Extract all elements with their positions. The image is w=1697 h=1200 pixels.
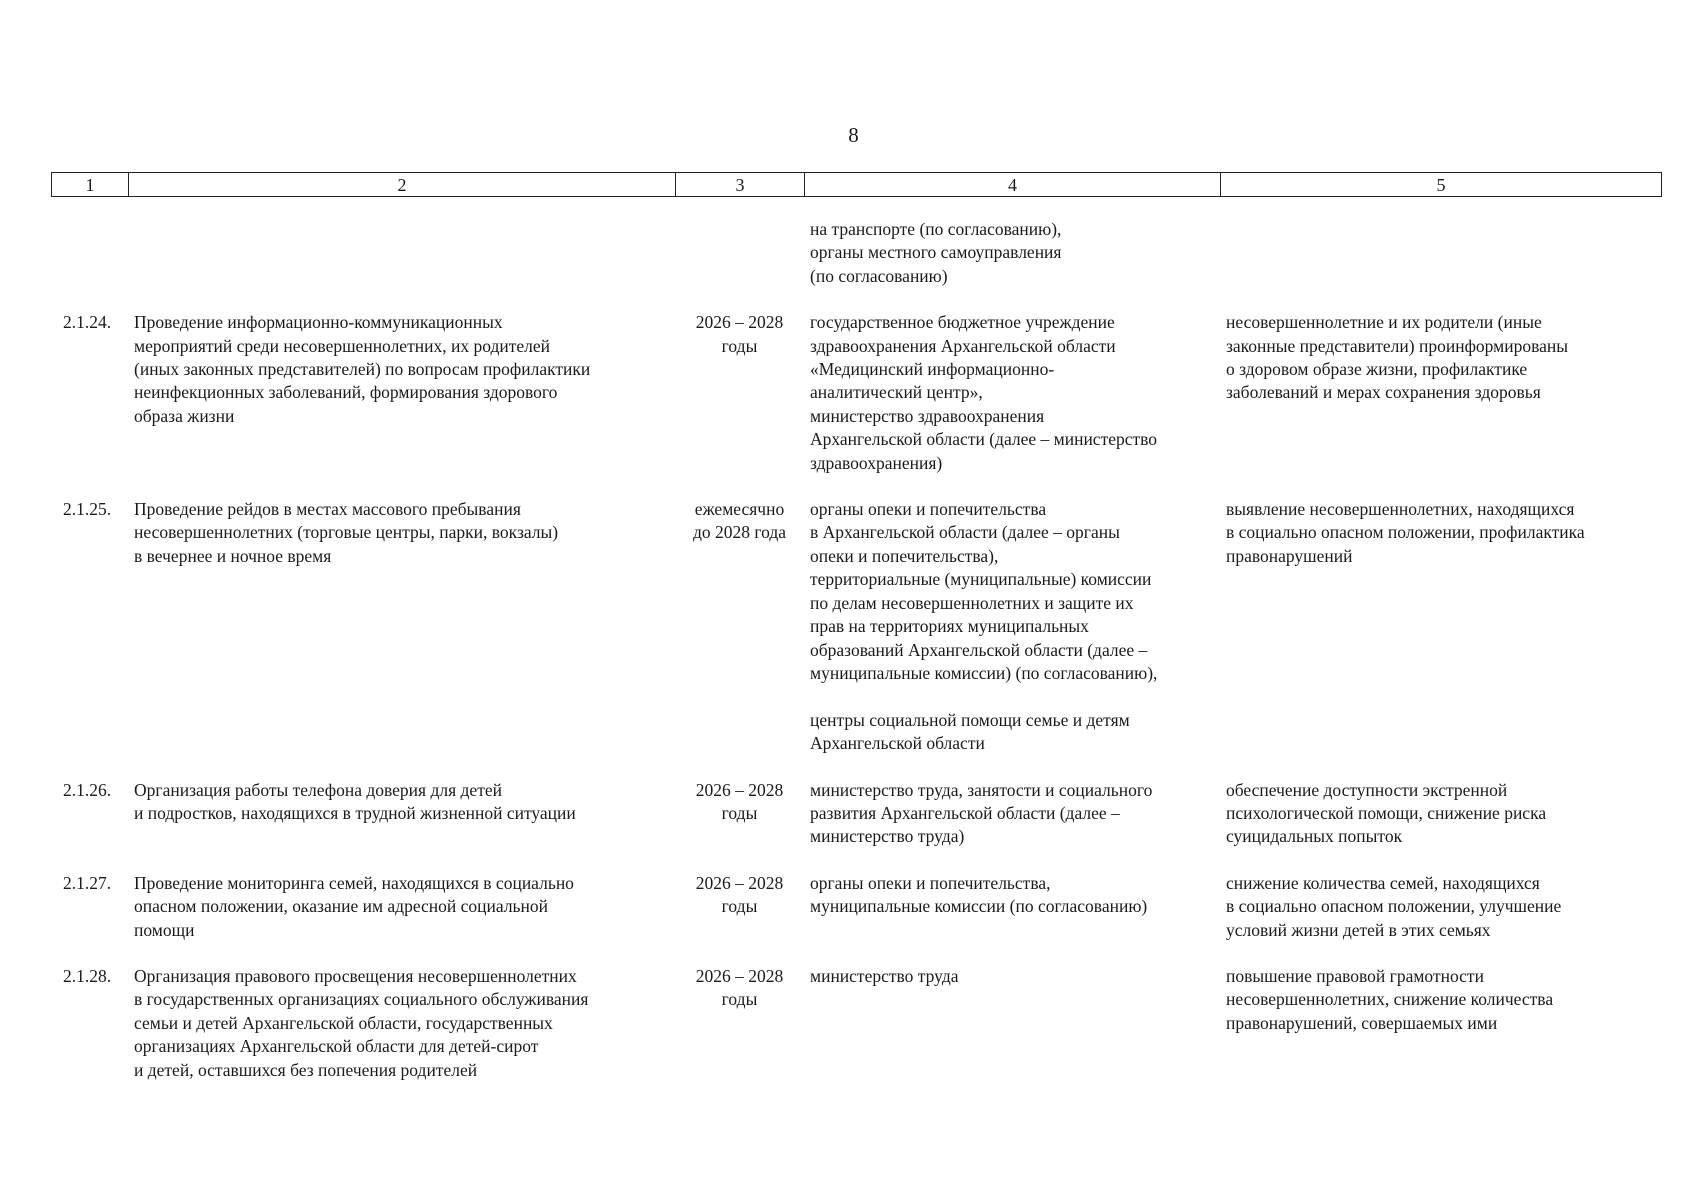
table-row [51, 965, 1661, 1082]
column-number-1: 1 [52, 173, 129, 197]
executor-line [810, 685, 1216, 708]
row-number: 2.1.24. [63, 312, 112, 333]
measure-line: несовершеннолетних (торговые центры, парки, вокзалы) [134, 522, 559, 543]
result-line: психологической помощи, снижение риска [1226, 802, 1547, 823]
result-line: обеспечение доступности экстренной [1226, 779, 1508, 800]
result-line: выявление несовершеннолетних, находящихся [1226, 499, 1575, 520]
term-cell [675, 779, 804, 849]
executor-line: здравоохранения) [810, 452, 943, 473]
result-line: условий жизни детей в этих семьях [1226, 919, 1491, 940]
measure-cell [128, 779, 675, 849]
result-line: несовершеннолетних, снижение количества [1226, 989, 1554, 1010]
measure-line: в вечернее и ночное время [134, 545, 332, 566]
term-cell [675, 498, 804, 755]
row-number-cell [51, 965, 128, 1082]
measure-line: (иных законных представителей) по вопросам профилактики [134, 359, 591, 380]
executor-line: министерство труда) [810, 826, 965, 847]
term-line: 2026 – 2028 [695, 872, 784, 893]
term-line: 2026 – 2028 [695, 779, 784, 800]
executor-line: аналитический центр», [810, 382, 983, 403]
term-line: ежемесячно [694, 499, 785, 520]
executor-line: министерство труда, занятости и социального [810, 779, 1153, 800]
measure-cell [128, 311, 675, 475]
result-cell [1220, 872, 1661, 942]
result-line: в социально опасном положении, профилактика [1226, 522, 1585, 543]
executor-cell [804, 872, 1220, 942]
column-number-3: 3 [676, 173, 805, 197]
row-number: 2.1.28. [63, 965, 112, 986]
result-line: повышение правовой грамотности [1226, 965, 1484, 986]
executor-line: органы местного самоуправления [810, 242, 1062, 263]
result-line: снижение количества семей, находящихся [1226, 872, 1540, 893]
executor-line: органы опеки и попечительства, [810, 872, 1051, 893]
table-row [51, 311, 1661, 475]
measure-line: Организация работы телефона доверия для детей [134, 779, 502, 800]
term-cell [675, 311, 804, 475]
term-cell [675, 872, 804, 942]
executor-line: центры социальной помощи семье и детям [810, 709, 1130, 730]
measure-line: Проведение информационно-коммуникационных [134, 312, 503, 333]
term-line: 2026 – 2028 [695, 312, 784, 333]
result-line: законные представители) проинформированы [1226, 335, 1569, 356]
column-number-2: 2 [129, 173, 676, 197]
measure-line: семьи и детей Архангельской области, государственных [134, 1012, 553, 1033]
executor-line: в Архангельской области (далее – органы [810, 522, 1120, 543]
executor-line: министерство здравоохранения [810, 405, 1045, 426]
term-cell [675, 218, 804, 288]
executor-line: образований Архангельской области (далее – [810, 639, 1148, 660]
measure-line: в государственных организациях социального обслуживания [134, 989, 589, 1010]
executor-line: муниципальные комиссии (по согласованию) [810, 896, 1148, 917]
page-number: 8 [848, 123, 859, 147]
result-line: правонарушений, совершаемых ими [1226, 1012, 1498, 1033]
executor-line: «Медицинский информационно- [810, 359, 1055, 380]
executor-line: территориальные (муниципальные) комиссии [810, 569, 1152, 590]
measure-line: помощи [134, 919, 195, 940]
measure-line: и детей, оставшихся без попечения родителей [134, 1059, 478, 1080]
executor-line: развития Архангельской области (далее – [810, 802, 1120, 823]
measure-line: Проведение рейдов в местах массового пребывания [134, 499, 521, 520]
result-line: правонарушений [1226, 545, 1353, 566]
result-line: заболеваний и мерах сохранения здоровья [1226, 382, 1541, 403]
measure-cell [128, 872, 675, 942]
table-row [51, 779, 1661, 849]
result-cell [1220, 311, 1661, 475]
measure-line: Организация правового просвещения несовершеннолетних [134, 965, 577, 986]
result-line: суицидальных попыток [1226, 826, 1403, 847]
continuation-row [51, 218, 1661, 288]
measure-line: неинфекционных заболеваний, формирования здорового [134, 382, 558, 403]
executor-line: (по согласованию) [810, 265, 948, 286]
executor-cell [804, 965, 1220, 1082]
row-number-cell [51, 498, 128, 755]
term-cell [675, 965, 804, 1082]
row-number: 2.1.27. [63, 872, 112, 893]
executor-line: органы опеки и попечительства [810, 499, 1047, 520]
result-cell [1220, 498, 1661, 755]
executor-line: муниципальные комиссии) (по согласованию), [810, 662, 1158, 683]
executor-cell [804, 311, 1220, 475]
term-line: годы [721, 989, 758, 1010]
row-number-cell [51, 872, 128, 942]
executor-line: Архангельской области [810, 733, 985, 754]
term-line: годы [721, 802, 758, 823]
executor-line: опеки и попечительства), [810, 545, 999, 566]
executor-line: здравоохранения Архангельской области [810, 335, 1116, 356]
executor-line: на транспорте (по согласованию), [810, 219, 1062, 239]
table-row [51, 498, 1661, 755]
row-number-cell [51, 779, 128, 849]
measure-line: образа жизни [134, 405, 235, 426]
row-number-cell [51, 218, 128, 288]
executor-line: государственное бюджетное учреждение [810, 312, 1115, 333]
executor-cell [804, 218, 1220, 288]
measure-line: мероприятий среди несовершеннолетних, их родителей [134, 335, 550, 356]
executor-cell [804, 498, 1220, 755]
measure-line: организациях Архангельской области для детей-сирот [134, 1036, 539, 1057]
executor-line: министерство труда [810, 965, 959, 986]
term-line: годы [721, 335, 758, 356]
term-line: 2026 – 2028 [695, 965, 784, 986]
term-line: годы [721, 896, 758, 917]
result-cell [1220, 965, 1661, 1082]
executor-line: по делам несовершеннолетних и защите их [810, 592, 1134, 613]
table-row [51, 872, 1661, 942]
measure-line: Проведение мониторинга семей, находящихся в социально [134, 872, 574, 893]
result-line: о здоровом образе жизни, профилактике [1226, 359, 1528, 380]
column-number-5: 5 [1221, 173, 1662, 197]
term-line: до 2028 года [692, 522, 787, 543]
row-number: 2.1.26. [63, 779, 112, 800]
executor-line: прав на территориях муниципальных [810, 616, 1089, 637]
result-line: в социально опасном положении, улучшение [1226, 896, 1562, 917]
measure-line: опасном положении, оказание им адресной социальной [134, 896, 549, 917]
measures-table-body [51, 218, 1661, 1105]
column-number-header [51, 172, 1662, 197]
measure-line: и подростков, находящихся в трудной жизненной ситуации [134, 802, 576, 823]
measure-cell [128, 218, 675, 288]
row-number-cell [51, 311, 128, 475]
measure-cell [128, 498, 675, 755]
result-cell [1220, 779, 1661, 849]
result-cell [1220, 218, 1661, 288]
executor-line: Архангельской области (далее – министерство [810, 429, 1158, 450]
result-line: несовершеннолетние и их родители (иные [1226, 312, 1542, 333]
measure-cell [128, 965, 675, 1082]
column-number-4: 4 [805, 173, 1221, 197]
executor-cell [804, 779, 1220, 849]
row-number: 2.1.25. [63, 499, 112, 520]
